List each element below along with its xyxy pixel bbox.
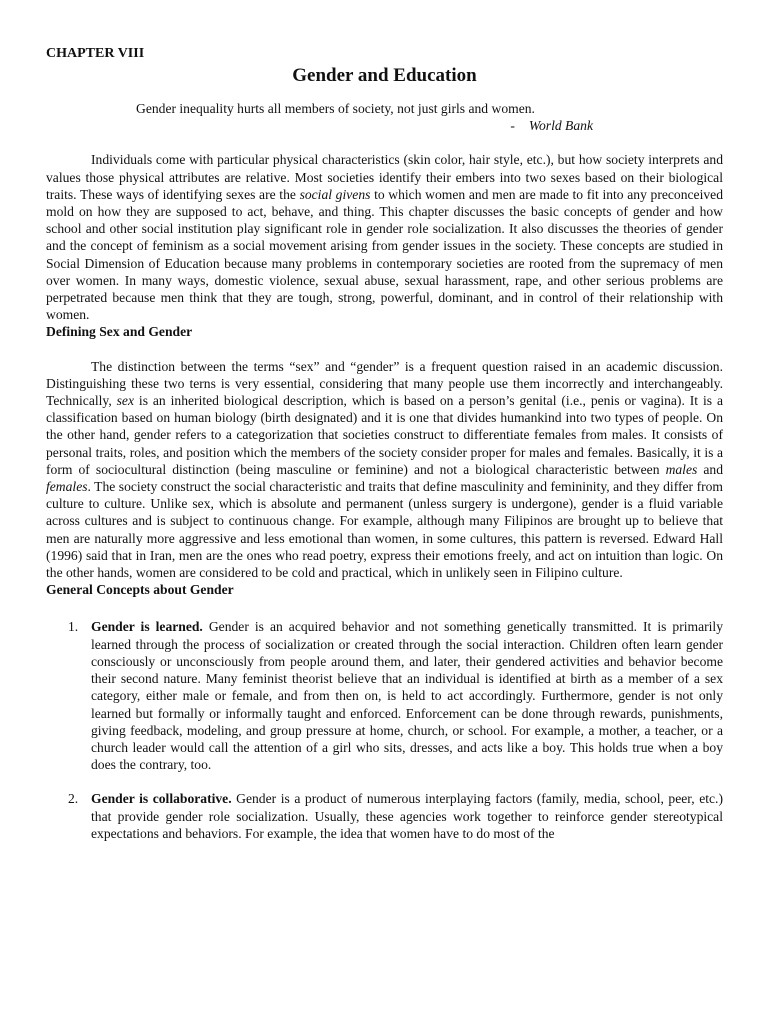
list-item <box>46 618 723 773</box>
sex-gender-emphasis-sex: sex <box>116 393 134 409</box>
intro-paragraph <box>46 151 723 323</box>
epigraph-quote: Gender inequality hurts all members of society, not just girls and women. <box>136 101 535 116</box>
sex-gender-text-1: The distinction between the terms “sex” and “gender” is a frequent question raised in an academic discussion. Distinguishing these two terns is very essential, considering that many people use them incorrectly and interchangeably. Technically, <box>46 358 723 409</box>
epigraph-source: World Bank <box>528 118 593 134</box>
sex-gender-text-4: . The society construct the social characteristic and traits that define masculinity and femininity, and they differ from culture to culture. Unlike sex, which is absolute and permanent (unless surgery is undergone), gender is a fluid variable across cultures and is subject to continuous change. For example, although many Filipinos are brought up to believe that men are naturally more aggressive and less emotional than women, in some cultures, this pattern is reversed. Edward Hall (1996) said that in Iran, men are the ones who read poetry, express their emotions freely, and act on intuition than logic. On the other hands, women are considered to be cold and practical, which in unlikely seen in Filipino culture. <box>46 479 723 581</box>
sex-gender-text-2: is an inherited biological description, which is based on a person’s genital (i.e., penis or vagina). It is a classification based on human biology (birth designated) and it is one that divides humankind into two types of people. On the other hand, gender refers to a categorization that societies construct to differentiate females from males. It consists of personal traits, roles, and position which the members of the society consider proper for males and females. Basically, it is a form of sociocultural distinction (being masculine or feminine) and not a biological characteristic between <box>46 393 723 477</box>
sex-gender-emphasis-females: females <box>46 479 88 495</box>
epigraph-dash: - <box>510 118 515 134</box>
list-item-lead: Gender is learned. <box>91 619 203 635</box>
section-heading-sex-gender: Defining Sex and Gender <box>46 324 193 340</box>
epigraph <box>46 100 723 134</box>
epigraph-attribution <box>136 117 723 134</box>
document-page <box>46 44 723 859</box>
list-item-text: Gender is an acquired behavior and not something genetically transmitted. It is primarily learned through the process of socialization or created through the social interaction. Children often learn gender consciously or unconsciously from people around them, and later, their gendered activities and behavior become their second nature. Many feminist theorist believe that an individual is identified at birth as a member of a sex category, either male or female, and from then on, is held to act accordingly. Furthermore, gender is not only learned but formally or informally taught and enforced. Enforcement can be done through rewards, punishments, giving feedback, modeling, and group pressure at home, church, or school. For example, a mother, a teacher, or a church leader would call the attention of a girl who sits, dresses, and acts like a boy. This holds true when a boy does the contrary, too. <box>91 619 724 773</box>
intro-emphasis: social givens <box>299 186 371 202</box>
sex-gender-text-3: and <box>697 461 723 477</box>
sex-gender-emphasis-males: males <box>665 461 698 477</box>
intro-text-2: to which women and men are made to fit into any preconceived mold on how they are supposed to act, behave, and thing. This chapter discusses the basic concepts of gender and how school and other social institution play significant role in gender role socialization. It also discusses the theories of gender and the concept of feminism as a social movement arising from gender issues in the society. These concepts are studied in Social Dimension of Education because many problems in contemporary societies are rooted from the supremacy of men over women. In many ways, domestic violence, sexual abuse, sexual harassment, rape, and other serious problems are perpetrated because men think that they are tough, strong, powerful, dominant, and in control of their relationship with women. <box>46 186 723 323</box>
list-item <box>46 790 723 842</box>
list-item-number: 1. <box>68 619 79 635</box>
chapter-label: CHAPTER VIII <box>46 46 145 61</box>
list-item-lead: Gender is collaborative. <box>91 791 232 807</box>
list-item-text: Gender is a product of numerous interplaying factors (family, media, school, peer, etc.) that provide gender role socialization. Usually, these agencies work together to reinforce gender stereotypical expectations and behaviors. For example, the idea that women have to do most of the <box>91 791 723 841</box>
intro-text-1: Individuals come with particular physical characteristics (skin color, hair style, etc.), but how society interprets and values those physical attributes are relative. Most societies identify their embers into two sexes based on their biological traits. These ways of identifying sexes are the <box>46 152 723 202</box>
section-heading-general-concepts: General Concepts about Gender <box>46 582 234 598</box>
sex-gender-paragraph <box>46 358 723 582</box>
page-title: Gender and Education <box>292 65 477 86</box>
list-item-number: 2. <box>68 791 79 807</box>
concepts-list <box>46 618 723 841</box>
